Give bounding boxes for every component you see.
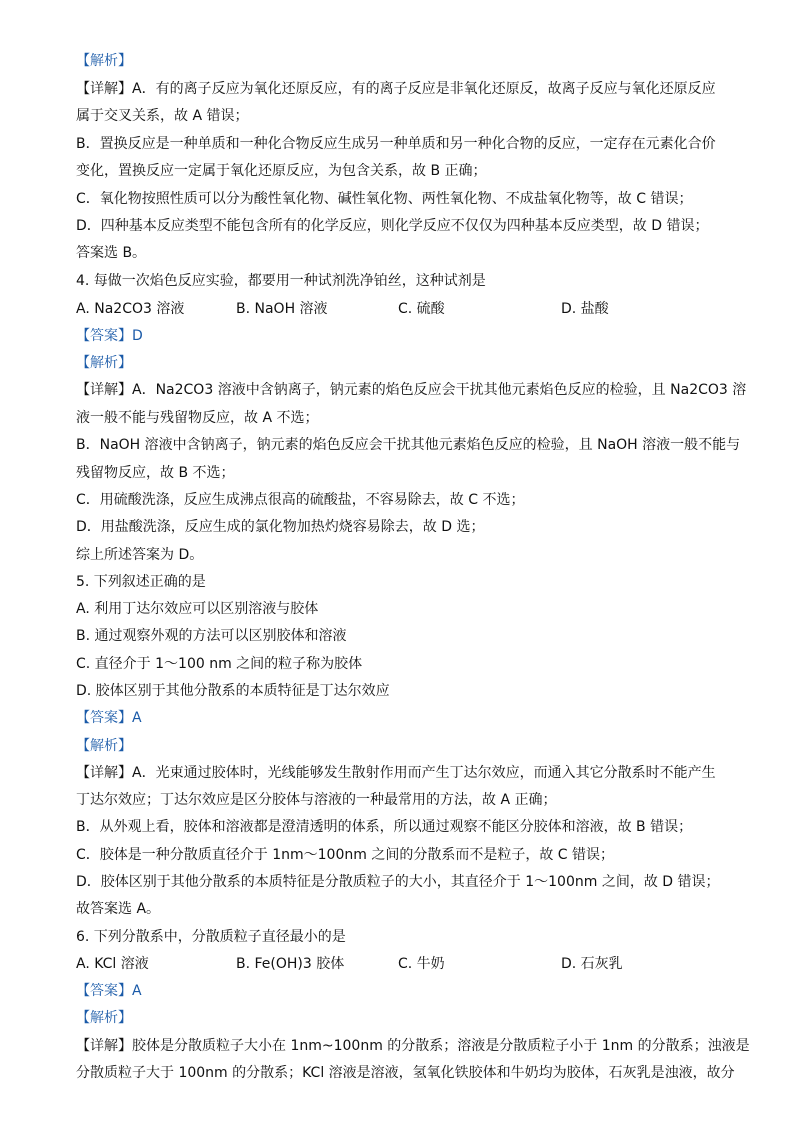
analysis-label: 【解析】 bbox=[76, 738, 132, 754]
detail-line: 【详解】A．有的离子反应为氧化还原反应，有的离子反应是非氧化还原反，故离子反应与氧化还原反应 bbox=[76, 81, 716, 97]
q6-option-b: B. Fe(OH)3 胶体 bbox=[236, 956, 345, 972]
detail-line: D．胶体区别于其他分散系的本质特征是分散质粒子的大小，其直径介于 1～100nm 之间，故 D 错误； bbox=[76, 874, 720, 890]
detail-line: B．NaOH 溶液中含钠离子，钠元素的焰色反应会干扰其他元素焰色反应的检验，且 NaOH 溶液一般不能与 bbox=[76, 437, 741, 453]
analysis-label: 【解析】 bbox=[76, 355, 132, 371]
answer-label: 【答案】A bbox=[76, 710, 142, 726]
answer-value: 【答案】D bbox=[76, 328, 143, 344]
detail-line: 【详解】A．光束通过胶体时，光线能够发生散射作用而产生丁达尔效应，而通入其它分散系时不能产生 bbox=[76, 765, 716, 781]
q5-option-c: C. 直径介于 1～100 nm 之间的粒子称为胶体 bbox=[76, 656, 363, 672]
detail-line: 【详解】A．Na2CO3 溶液中含钠离子，钠元素的焰色反应会干扰其他元素焰色反应的检验，且 Na2CO3 溶 bbox=[76, 382, 747, 398]
detail-line: C．用硫酸洗涤，反应生成沸点很高的硫酸盐，不容易除去，故 C 不选； bbox=[76, 492, 525, 508]
detail-line: 【详解】胶体是分散质粒子大小在 1nm~100nm 的分散系；溶液是分散质粒子小于 1nm 的分散系；浊液是 bbox=[76, 1038, 750, 1054]
answer-label bbox=[76, 327, 143, 345]
q4-option-b: B. NaOH 溶液 bbox=[236, 301, 328, 317]
q6-option-c: C. 牛奶 bbox=[398, 956, 445, 972]
q5-option-a: A. 利用丁达尔效应可以区别溶液与胶体 bbox=[76, 601, 319, 617]
q4-option-a: A. Na2CO3 溶液 bbox=[76, 301, 185, 317]
detail-line: 综上所述答案为 D。 bbox=[76, 547, 204, 563]
detail-line: 故答案选 A。 bbox=[76, 901, 161, 917]
detail-line: D．四种基本反应类型不能包含所有的化学反应，则化学反应不仅仅为四种基本反应类型，故 D 错误； bbox=[76, 218, 709, 234]
q6-option-a: A. KCl 溶液 bbox=[76, 956, 149, 972]
analysis-label: 【解析】 bbox=[76, 1010, 132, 1026]
detail-line: D．用盐酸洗涤，反应生成的氯化物加热灼烧容易除去，故 D 选； bbox=[76, 519, 485, 535]
q6-option-d: D. 石灰乳 bbox=[561, 956, 623, 972]
question-4: 4. 每做一次焰色反应实验，都要用一种试剂洗净铂丝，这种试剂是 bbox=[76, 273, 486, 289]
q5-option-b: B. 通过观察外观的方法可以区别胶体和溶液 bbox=[76, 628, 347, 644]
q4-option-d: D. 盐酸 bbox=[561, 301, 609, 317]
answer-label: 【答案】A bbox=[76, 983, 142, 999]
detail-line: C．氧化物按照性质可以分为酸性氧化物、碱性氧化物、两性氧化物、不成盐氧化物等，故 C 错误； bbox=[76, 191, 693, 207]
analysis-label: 【解析】 bbox=[76, 53, 132, 69]
detail-line: C．胶体是一种分散质直径介于 1nm～100nm 之间的分散系而不是粒子，故 C 错误； bbox=[76, 847, 615, 863]
question-6: 6. 下列分散系中，分散质粒子直径最小的是 bbox=[76, 929, 346, 945]
detail-line: 残留物反应，故 B 不选； bbox=[76, 465, 235, 481]
q4-option-c: C. 硫酸 bbox=[398, 301, 445, 317]
detail-line: B．置换反应是一种单质和一种化合物反应生成另一种单质和另一种化合物的反应，一定存在元素化合价 bbox=[76, 136, 716, 152]
detail-line: 丁达尔效应；丁达尔效应是区分胶体与溶液的一种最常用的方法，故 A 正确； bbox=[76, 792, 557, 808]
detail-line: 分散质粒子大于 100nm 的分散系；KCl 溶液是溶液，氢氧化铁胶体和牛奶均为胶体，石灰乳是浊液，故分 bbox=[76, 1065, 735, 1081]
detail-line: 变化，置换反应一定属于氧化还原反应，为包含关系，故 B 正确； bbox=[76, 163, 487, 179]
detail-line: 液一般不能与残留物反应，故 A 不选； bbox=[76, 410, 319, 426]
detail-line: 属于交叉关系，故 A 错误； bbox=[76, 108, 249, 124]
question-5: 5. 下列叙述正确的是 bbox=[76, 574, 206, 590]
q5-option-d: D. 胶体区别于其他分散系的本质特征是丁达尔效应 bbox=[76, 683, 390, 699]
detail-line: B．从外观上看，胶体和溶液都是澄清透明的体系，所以通过观察不能区分胶体和溶液，故 B 错误； bbox=[76, 819, 693, 835]
detail-line: 答案选 B。 bbox=[76, 245, 147, 261]
